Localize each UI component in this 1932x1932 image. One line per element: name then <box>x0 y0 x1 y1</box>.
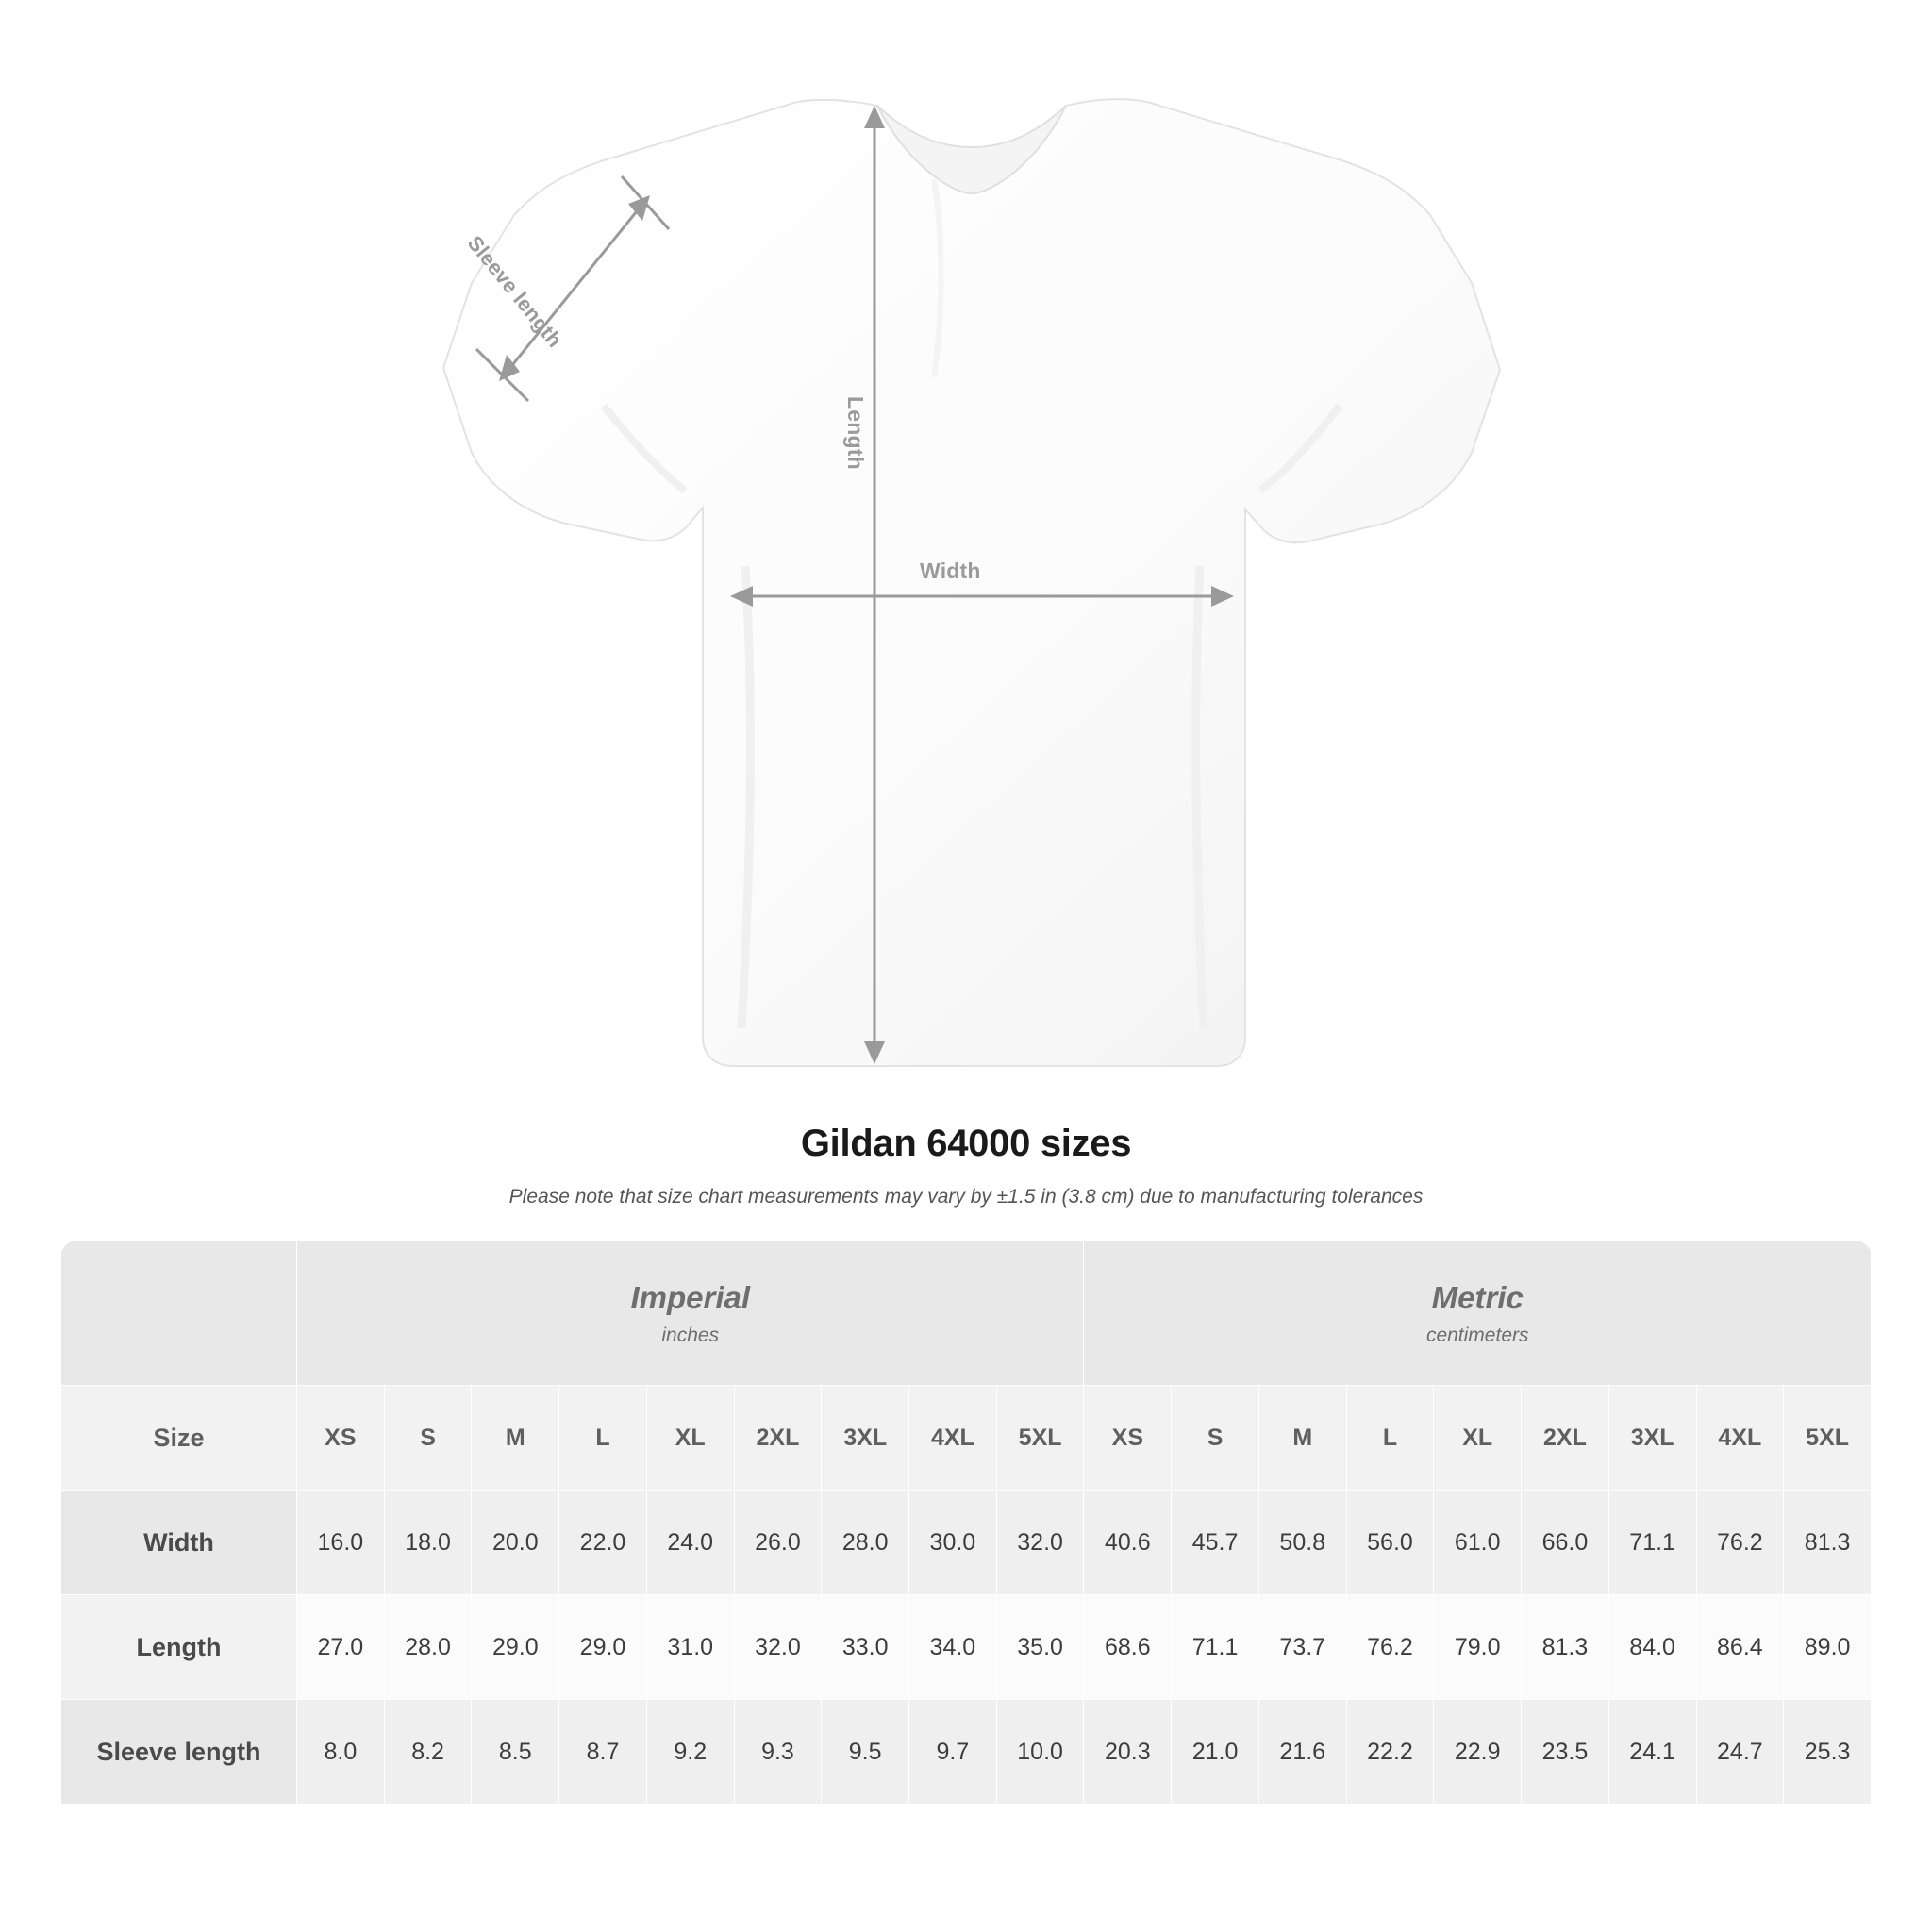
cell: 28.0 <box>822 1491 909 1595</box>
size-col-header: 4XL <box>909 1386 997 1491</box>
size-col-header: S <box>384 1386 472 1491</box>
cell: 8.5 <box>472 1700 559 1805</box>
size-col-header: M <box>472 1386 559 1491</box>
size-table-wrapper <box>60 1241 1872 1805</box>
cell: 79.0 <box>1434 1595 1522 1700</box>
cell: 8.0 <box>297 1700 385 1805</box>
cell: 21.6 <box>1258 1700 1346 1805</box>
title-block <box>0 1123 1932 1208</box>
cell: 81.3 <box>1522 1595 1609 1700</box>
cell: 71.1 <box>1608 1491 1696 1595</box>
size-table <box>60 1241 1872 1805</box>
size-col-header: 3XL <box>822 1386 909 1491</box>
cell: 40.6 <box>1084 1491 1172 1595</box>
cell: 22.0 <box>559 1491 647 1595</box>
cell: 68.6 <box>1084 1595 1172 1700</box>
cell: 27.0 <box>297 1595 385 1700</box>
cell: 24.7 <box>1696 1700 1784 1805</box>
row-label-width: Width <box>61 1491 297 1595</box>
cell: 22.9 <box>1434 1700 1522 1805</box>
cell: 81.3 <box>1784 1491 1872 1595</box>
cell: 84.0 <box>1608 1595 1696 1700</box>
cell: 61.0 <box>1434 1491 1522 1595</box>
cell: 10.0 <box>996 1700 1084 1805</box>
size-col-header: M <box>1258 1386 1346 1491</box>
unit-imperial <box>297 1241 1084 1386</box>
table-row <box>61 1700 1872 1805</box>
cell: 76.2 <box>1346 1595 1434 1700</box>
size-col-header: 5XL <box>996 1386 1084 1491</box>
table-row <box>61 1595 1872 1700</box>
cell: 16.0 <box>297 1491 385 1595</box>
size-col-header: 2XL <box>1522 1386 1609 1491</box>
width-dimension-label: Width <box>920 558 981 583</box>
cell: 24.1 <box>1608 1700 1696 1805</box>
cell: 32.0 <box>996 1491 1084 1595</box>
cell: 33.0 <box>822 1595 909 1700</box>
unit-metric <box>1084 1241 1872 1386</box>
cell: 71.1 <box>1172 1595 1259 1700</box>
cell: 21.0 <box>1172 1700 1259 1805</box>
cell: 9.5 <box>822 1700 909 1805</box>
cell: 86.4 <box>1696 1595 1784 1700</box>
unit-header-row <box>61 1241 1872 1386</box>
size-col-header: XL <box>646 1386 734 1491</box>
size-col-header: 2XL <box>734 1386 822 1491</box>
size-col-header: XS <box>1084 1386 1172 1491</box>
unit-header-spacer <box>61 1241 297 1386</box>
size-col-header: 3XL <box>1608 1386 1696 1491</box>
size-label: Size <box>61 1386 297 1491</box>
cell: 76.2 <box>1696 1491 1784 1595</box>
row-label-length: Length <box>61 1595 297 1700</box>
cell: 45.7 <box>1172 1491 1259 1595</box>
size-col-header: S <box>1172 1386 1259 1491</box>
cell: 56.0 <box>1346 1491 1434 1595</box>
size-col-header: 4XL <box>1696 1386 1784 1491</box>
cell: 35.0 <box>996 1595 1084 1700</box>
size-col-header: L <box>559 1386 647 1491</box>
cell: 26.0 <box>734 1491 822 1595</box>
size-col-header: XS <box>297 1386 385 1491</box>
tolerance-note: Please note that size chart measurements may vary by ±1.5 in (3.8 cm) due to manufacturing tolerances <box>508 1186 1424 1208</box>
cell: 9.2 <box>646 1700 734 1805</box>
row-label-sleeve-length: Sleeve length <box>61 1700 297 1805</box>
cell: 29.0 <box>559 1595 647 1700</box>
page-title: Gildan 64000 sizes <box>800 1123 1132 1164</box>
cell: 31.0 <box>646 1595 734 1700</box>
cell: 25.3 <box>1784 1700 1872 1805</box>
unit-metric-name: Metric <box>1431 1280 1524 1316</box>
table-row <box>61 1491 1872 1595</box>
cell: 9.7 <box>909 1700 997 1805</box>
cell: 32.0 <box>734 1595 822 1700</box>
cell: 66.0 <box>1522 1491 1609 1595</box>
size-col-header: L <box>1346 1386 1434 1491</box>
cell: 20.3 <box>1084 1700 1172 1805</box>
cell: 22.2 <box>1346 1700 1434 1805</box>
size-col-header: XL <box>1434 1386 1522 1491</box>
unit-imperial-sub: inches <box>661 1324 720 1346</box>
cell: 8.7 <box>559 1700 647 1805</box>
size-header-row <box>61 1386 1872 1491</box>
sleeve-length-dimension-label: Sleeve length <box>462 231 567 352</box>
cell: 89.0 <box>1784 1595 1872 1700</box>
cell: 30.0 <box>909 1491 997 1595</box>
cell: 29.0 <box>472 1595 559 1700</box>
unit-imperial-name: Imperial <box>630 1280 751 1316</box>
cell: 28.0 <box>384 1595 472 1700</box>
cell: 24.0 <box>646 1491 734 1595</box>
cell: 23.5 <box>1522 1700 1609 1805</box>
cell: 50.8 <box>1258 1491 1346 1595</box>
cell: 34.0 <box>909 1595 997 1700</box>
cell: 18.0 <box>384 1491 472 1595</box>
unit-metric-sub: centimeters <box>1425 1324 1529 1346</box>
length-dimension-label: Length <box>843 396 868 470</box>
cell: 8.2 <box>384 1700 472 1805</box>
cell: 20.0 <box>472 1491 559 1595</box>
cell: 73.7 <box>1258 1595 1346 1700</box>
cell: 9.3 <box>734 1700 822 1805</box>
size-col-header: 5XL <box>1784 1386 1872 1491</box>
